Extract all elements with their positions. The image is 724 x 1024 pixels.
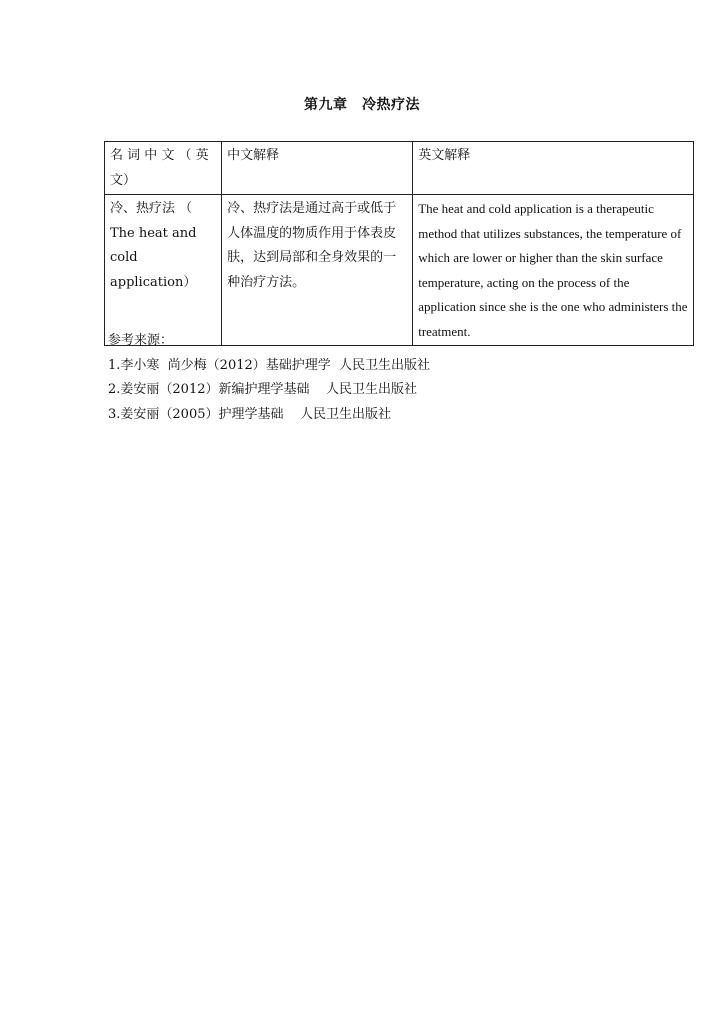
- header-chinese-explanation: 中文解释: [222, 142, 413, 195]
- header-term: 名 词 中 文 （ 英 文）: [105, 142, 222, 195]
- english-explanation-cell: The heat and cold application is a therapeutic method that utilizes substances, the temperature of which are lower or higher than the skin surface temperature, acting on the process of the application since she is the one who administers the treatment.: [413, 195, 694, 346]
- reference-item: 2.姜安丽（2012）新编护理学基础 人民卫生出版社: [108, 382, 418, 397]
- references-heading: 参考来源：: [108, 333, 174, 348]
- table-row: [105, 195, 694, 346]
- table-header-row: [105, 142, 694, 195]
- term-cell: 冷、热疗法 （ The heat and cold application）: [105, 195, 222, 346]
- reference-item: 1.李小寒 尚少梅（2012）基础护理学 人民卫生出版社: [108, 357, 431, 373]
- chapter-title: 第九章 冷热疗法: [304, 97, 420, 113]
- reference-item: 3.姜安丽（2005）护理学基础 人民卫生出版社: [108, 406, 392, 422]
- references-section: [108, 329, 698, 427]
- chinese-explanation-cell: 冷、热疗法是通过高于或低于人体温度的物质作用于体表皮肤，达到局部和全身效果的一种治疗方法。: [222, 195, 413, 346]
- header-english-explanation: 英文解释: [413, 142, 694, 195]
- glossary-table: [104, 141, 694, 346]
